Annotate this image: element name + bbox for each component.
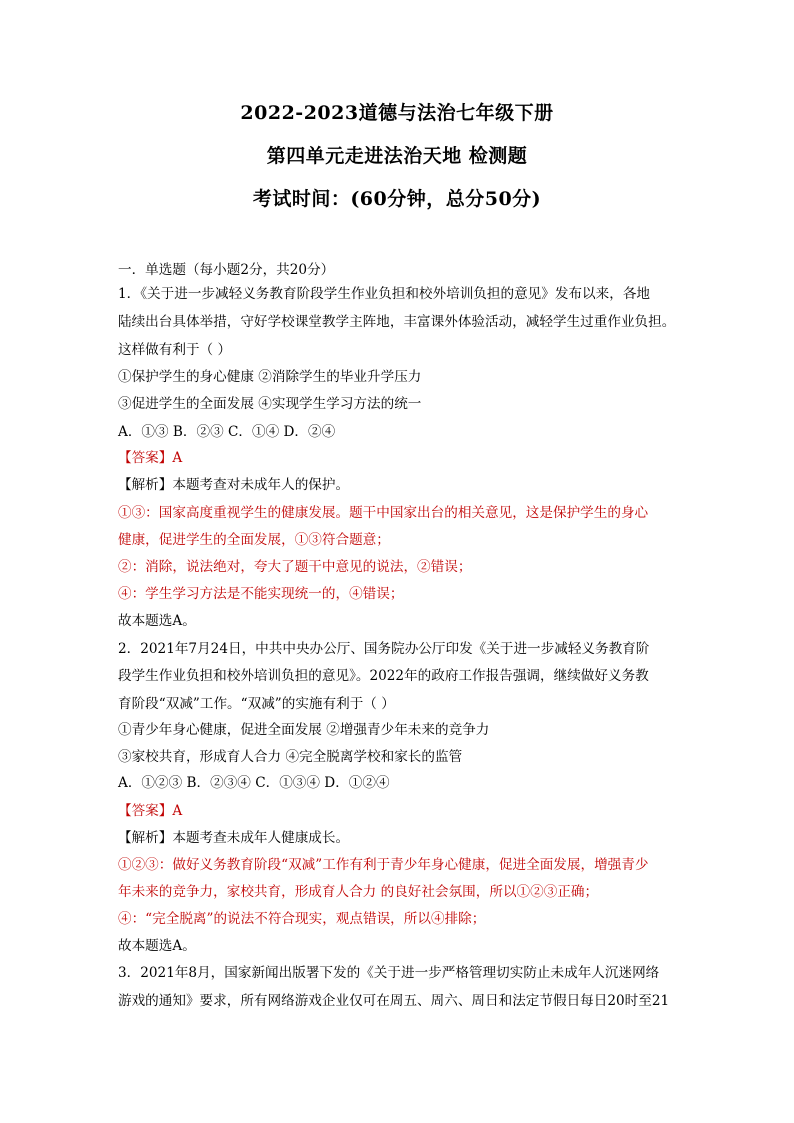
document-subtitle: 第四单元走进法治天地 检测题 (266, 145, 528, 167)
text-line: 【答案】A (118, 450, 183, 466)
text-line: 年未来的竞争力，家校共育，形成育人合力 的良好社会氛围，所以①②③正确； (118, 884, 599, 900)
text-line: 段学生作业负担和校外培训负担的意见》。2022年的政府工作报告强调，继续做好义务教 (118, 668, 649, 684)
text-line: ③促进学生的全面发展 ④实现学生学习方法的统一 (118, 396, 422, 412)
text-line: 1．《关于进一步减轻义务教育阶段学生作业负担和校外培训负担的意见》发布以来，各地 (118, 286, 651, 302)
text-line: 健康，促进学生的全面发展，①③符合题意； (118, 532, 390, 548)
text-line: 【答案】A (118, 803, 183, 819)
text-line: ②：消除，说法绝对，夸大了题干中意见的说法，②错误； (118, 559, 472, 575)
text-line: ①青少年身心健康，促进全面发展 ②增强青少年未来的竞争力 (118, 722, 490, 738)
text-line: 游戏的通知》要求，所有网络游戏企业仅可在周五、周六、周日和法定节假日每日20时至21 (118, 993, 670, 1009)
text-line: ①②③：做好义务教育阶段“双减”工作有利于青少年身心健康，促进全面发展，增强青少 (118, 857, 649, 873)
text-line: 故本题选A。 (118, 938, 196, 954)
exam-info: 考试时间：(60分钟，总分50分) (252, 188, 542, 210)
text-line: 陆续出台具体举措，守好学校课堂教学主阵地，丰富课外体验活动，减轻学生过重作业负担。 (118, 314, 676, 330)
text-line: 一．单选题（每小题2分，共20分） (118, 262, 335, 278)
text-line: 故本题选A。 (118, 613, 196, 629)
text-line: ①③：国家高度重视学生的健康发展。题干中国家出台的相关意见，这是保护学生的身心 (118, 505, 649, 521)
document-title: 2022-2023道德与法治七年级下册 (240, 102, 554, 124)
text-line: 【解析】本题考查未成年人健康成长。 (118, 830, 350, 846)
text-line: 【解析】本题考查对未成年人的保护。 (118, 477, 350, 493)
text-line: 这样做有利于（ ） (118, 342, 232, 358)
text-line: ④：学生学习方法是不能实现统一的，④错误； (118, 586, 404, 602)
text-line: ①保护学生的身心健康 ②消除学生的毕业升学压力 (118, 369, 422, 385)
text-line: 育阶段“双减”工作。“双减”的实施有利于（ ） (118, 696, 395, 712)
text-line: 2．2021年7月24日，中共中央办公厅、国务院办公厅印发《关于进一步减轻义务教育阶 (118, 641, 650, 657)
text-line: ④：“完全脱离”的说法不符合现实，观点错误，所以④排除； (118, 911, 486, 927)
text-line: A．①②③ B．②③④ C．①③④ D．①②④ (118, 775, 390, 791)
text-line: A．①③ B．②③ C．①④ D．②④ (118, 424, 336, 440)
text-line: 3．2021年8月，国家新闻出版署下发的《关于进一步严格管理切实防止未成年人沉迷网络 (118, 965, 660, 981)
text-line: ③家校共育，形成育人合力 ④完全脱离学校和家长的监管 (118, 749, 463, 765)
